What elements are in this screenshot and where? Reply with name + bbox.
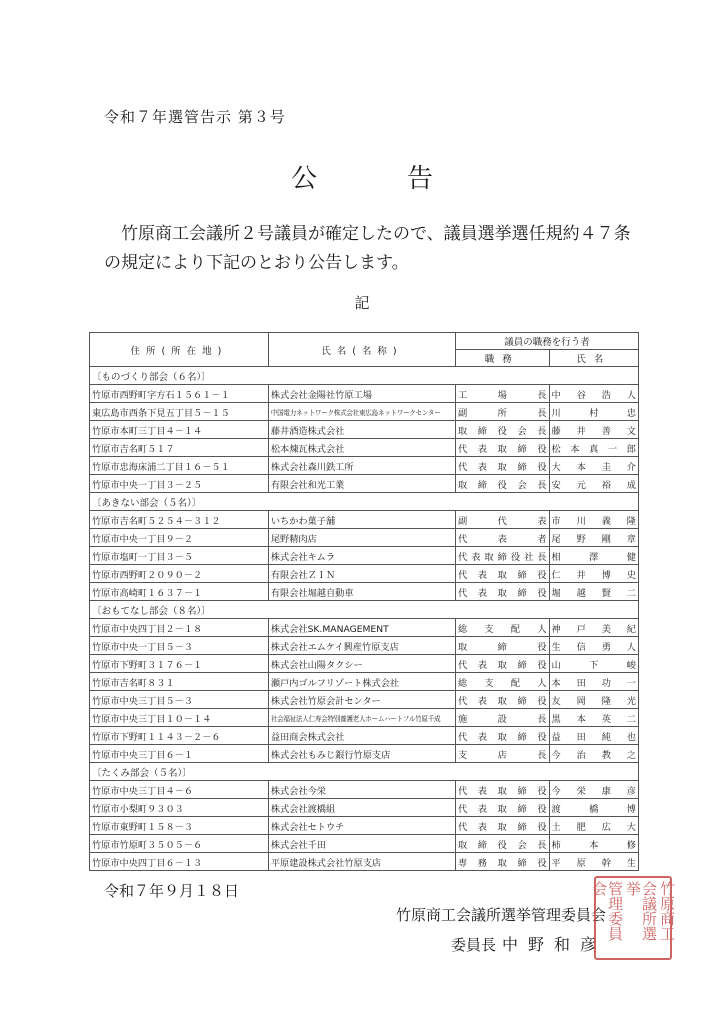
cell-address: 竹原市下野町３１７６－１ <box>90 655 269 673</box>
table-header-row <box>90 333 639 350</box>
table-row <box>90 475 639 493</box>
cell-position: 副代表 <box>455 511 549 529</box>
cell-person: 安元裕成 <box>549 475 638 493</box>
seal-line: 会議所選挙 <box>624 881 658 941</box>
section-label: 〔ものづくり部会（６名）〕 <box>90 367 639 385</box>
chair-name: 中野和彦 <box>501 935 606 954</box>
cell-address: 竹原市塩町一丁目３－５ <box>90 547 269 565</box>
cell-address: 竹原市東野町１５８－３ <box>90 817 269 835</box>
cell-address: 竹原市忠海床浦二丁目１６－５１ <box>90 457 269 475</box>
cell-address: 竹原市西野町字方石１５６１－１ <box>90 385 269 403</box>
cell-name: 尾野精肉店 <box>268 529 455 547</box>
section-header-row <box>90 763 639 781</box>
cell-name: 中国電力ネットワーク株式会社東広島ネットワークセンター <box>268 403 455 421</box>
cell-position: 総支配人 <box>455 619 549 637</box>
table-row <box>90 403 639 421</box>
cell-address: 竹原市高崎町１６３７－１ <box>90 583 269 601</box>
cell-name: 株式会社山陽タクシー <box>268 655 455 673</box>
table-row <box>90 781 639 799</box>
cell-address: 竹原市中央一丁目３－２５ <box>90 475 269 493</box>
table-row <box>90 457 639 475</box>
cell-name: 藤井酒造株式会社 <box>268 421 455 439</box>
cell-person: 中谷浩人 <box>549 385 638 403</box>
cell-name: 株式会社SK.MANAGEMENT <box>268 619 455 637</box>
cell-person: 山下峻 <box>549 655 638 673</box>
cell-name: 株式会社セトウチ <box>268 817 455 835</box>
table-row <box>90 529 639 547</box>
roster-body <box>90 367 639 871</box>
section-label: 〔おもてなし部会（８名）〕 <box>90 601 639 619</box>
cell-person: 藤井善文 <box>549 421 638 439</box>
section-header-row <box>90 367 639 385</box>
header-representative-group: 議員の職務を行う者 <box>455 333 638 350</box>
cell-person: 市川義隆 <box>549 511 638 529</box>
cell-position: 代表取締役 <box>455 691 549 709</box>
cell-name: 株式会社竹原会計センター <box>268 691 455 709</box>
cell-person: 今治教之 <box>549 745 638 763</box>
section-label: 〔あきない部会（５名）〕 <box>90 493 639 511</box>
document-title: 公告 <box>290 164 523 194</box>
cell-address: 竹原市西野町２０９０－２ <box>90 565 269 583</box>
cell-address: 竹原市吉名町５１７ <box>90 439 269 457</box>
header-position: 職務 <box>455 350 549 367</box>
section-header-row <box>90 601 639 619</box>
cell-person: 益田純也 <box>549 727 638 745</box>
cell-person: 松本真一郎 <box>549 439 638 457</box>
header-address: 住所(所在地) <box>90 333 269 367</box>
cell-position: 代表取締役 <box>455 583 549 601</box>
cell-name: 社会福祉法人仁寿会特別養護老人ホームハートフル竹原千成 <box>268 709 455 727</box>
cell-name: 株式会社エムケイ興産竹原支店 <box>268 637 455 655</box>
cell-position: 代表取締役 <box>455 457 549 475</box>
cell-address: 竹原市中央四丁目２－１８ <box>90 619 269 637</box>
cell-position: 支店長 <box>455 745 549 763</box>
cell-person: 柿本修 <box>549 835 638 853</box>
cell-position: 取締役会長 <box>455 475 549 493</box>
cell-person: 神戸美紀 <box>549 619 638 637</box>
table-row <box>90 511 639 529</box>
cell-person: 友岡隆光 <box>549 691 638 709</box>
cell-position: 代表取締役 <box>455 655 549 673</box>
header-name: 氏名(名称) <box>268 333 455 367</box>
table-row <box>90 421 639 439</box>
cell-address: 竹原市吉名町５２５４－３１２ <box>90 511 269 529</box>
table-row <box>90 817 639 835</box>
cell-position: 代表取締役 <box>455 799 549 817</box>
cell-person: 今栄康彦 <box>549 781 638 799</box>
cell-name: 株式会社金陽社竹原工場 <box>268 385 455 403</box>
cell-name: 平原建設株式会社竹原支店 <box>268 853 455 871</box>
cell-person: 本田功一 <box>549 673 638 691</box>
cell-position: 代表取締役社長 <box>455 547 549 565</box>
table-row <box>90 385 639 403</box>
cell-position: 代表者 <box>455 529 549 547</box>
cell-address: 竹原市中央三丁目４－６ <box>90 781 269 799</box>
cell-position: 工場長 <box>455 385 549 403</box>
table-row <box>90 853 639 871</box>
table-row <box>90 709 639 727</box>
cell-address: 竹原市中央三丁目５－３ <box>90 691 269 709</box>
cell-address: 竹原市中央三丁目６－１ <box>90 745 269 763</box>
notice-body-text: 竹原商工会議所２号議員が確定したので、議員選挙選任規約４７条の規定により下記のとおり公告します。 <box>104 224 631 273</box>
cell-position: 代表取締役 <box>455 817 549 835</box>
table-row <box>90 799 639 817</box>
notice-date: 令和７年９月１８日 <box>104 882 240 900</box>
table-row <box>90 619 639 637</box>
cell-name: 株式会社千田 <box>268 835 455 853</box>
cell-person: 川村忠 <box>549 403 638 421</box>
cell-address: 竹原市中央一丁目５－３ <box>90 637 269 655</box>
cell-address: 東広島市西条下見五丁目５－１５ <box>90 403 269 421</box>
cell-person: 黒本英二 <box>549 709 638 727</box>
member-roster-table <box>89 332 639 871</box>
cell-address: 竹原市下野町１１４３－２－６ <box>90 727 269 745</box>
cell-name: 有限会社ＺＩＮ <box>268 565 455 583</box>
cell-person: 渡橋博 <box>549 799 638 817</box>
table-row <box>90 637 639 655</box>
chairperson-line <box>451 932 606 955</box>
cell-address: 竹原市本町三丁目４－１４ <box>90 421 269 439</box>
cell-position: 専務取締役 <box>455 853 549 871</box>
cell-position: 施設長 <box>455 709 549 727</box>
cell-name: いちかわ菓子舗 <box>268 511 455 529</box>
cell-position: 代表取締役 <box>455 781 549 799</box>
seal-line: 竹原商工 <box>658 881 676 941</box>
cell-person: 堀越賢二 <box>549 583 638 601</box>
cell-person: 尾野剛章 <box>549 529 638 547</box>
cell-address: 竹原市中央一丁目９－２ <box>90 529 269 547</box>
cell-name: 株式会社キムラ <box>268 547 455 565</box>
cell-position: 取締役 <box>455 637 549 655</box>
cell-person: 土肥広大 <box>549 817 638 835</box>
table-row <box>90 727 639 745</box>
cell-position: 取締役会長 <box>455 835 549 853</box>
table-row <box>90 583 639 601</box>
cell-name: 松本煉瓦株式会社 <box>268 439 455 457</box>
cell-person: 平原幹生 <box>549 853 638 871</box>
seal-line: 管理委員会 <box>590 881 624 941</box>
chair-title: 委員長 <box>450 936 496 954</box>
cell-address: 竹原市小梨町９３０３ <box>90 799 269 817</box>
cell-name: 株式会社今栄 <box>268 781 455 799</box>
table-row <box>90 439 639 457</box>
table-row <box>90 565 639 583</box>
section-header-row <box>90 493 639 511</box>
cell-person: 相澤健 <box>549 547 638 565</box>
cell-address: 竹原市中央四丁目６－１３ <box>90 853 269 871</box>
cell-position: 代表取締役 <box>455 565 549 583</box>
cell-address: 竹原市吉名町８３１ <box>90 673 269 691</box>
table-row <box>90 673 639 691</box>
table-row <box>90 745 639 763</box>
header-person: 氏名 <box>549 350 638 367</box>
table-row <box>90 691 639 709</box>
official-seal-stamp <box>590 876 676 960</box>
cell-position: 代表取締役 <box>455 439 549 457</box>
cell-position: 代表取締役 <box>455 727 549 745</box>
cell-address: 竹原市竹原町３５０５－６ <box>90 835 269 853</box>
cell-name: 株式会社渡橋組 <box>268 799 455 817</box>
cell-name: 有限会社堀越自動車 <box>268 583 455 601</box>
cell-name: 株式会社もみじ銀行竹原支店 <box>268 745 455 763</box>
table-row <box>90 655 639 673</box>
committee-name: 竹原商工会議所選挙管理委員会 <box>395 906 606 924</box>
cell-name: 有限会社和光工業 <box>268 475 455 493</box>
cell-name: 瀬戸内ゴルフリゾート株式会社 <box>268 673 455 691</box>
ki-heading: 記 <box>354 294 370 312</box>
cell-person: 仁井博史 <box>549 565 638 583</box>
cell-position: 副所長 <box>455 403 549 421</box>
table-row <box>90 547 639 565</box>
section-label: 〔たくみ部会（５名）〕 <box>90 763 639 781</box>
cell-address: 竹原市中央三丁目１０－１４ <box>90 709 269 727</box>
notice-number: 令和７年選管告示 第３号 <box>104 108 286 126</box>
cell-person: 生信勇人 <box>549 637 638 655</box>
cell-position: 取締役会長 <box>455 421 549 439</box>
cell-name: 益田商会株式会社 <box>268 727 455 745</box>
cell-person: 大本圭介 <box>549 457 638 475</box>
cell-position: 総支配人 <box>455 673 549 691</box>
cell-name: 株式会社森川鉄工所 <box>268 457 455 475</box>
table-row <box>90 835 639 853</box>
